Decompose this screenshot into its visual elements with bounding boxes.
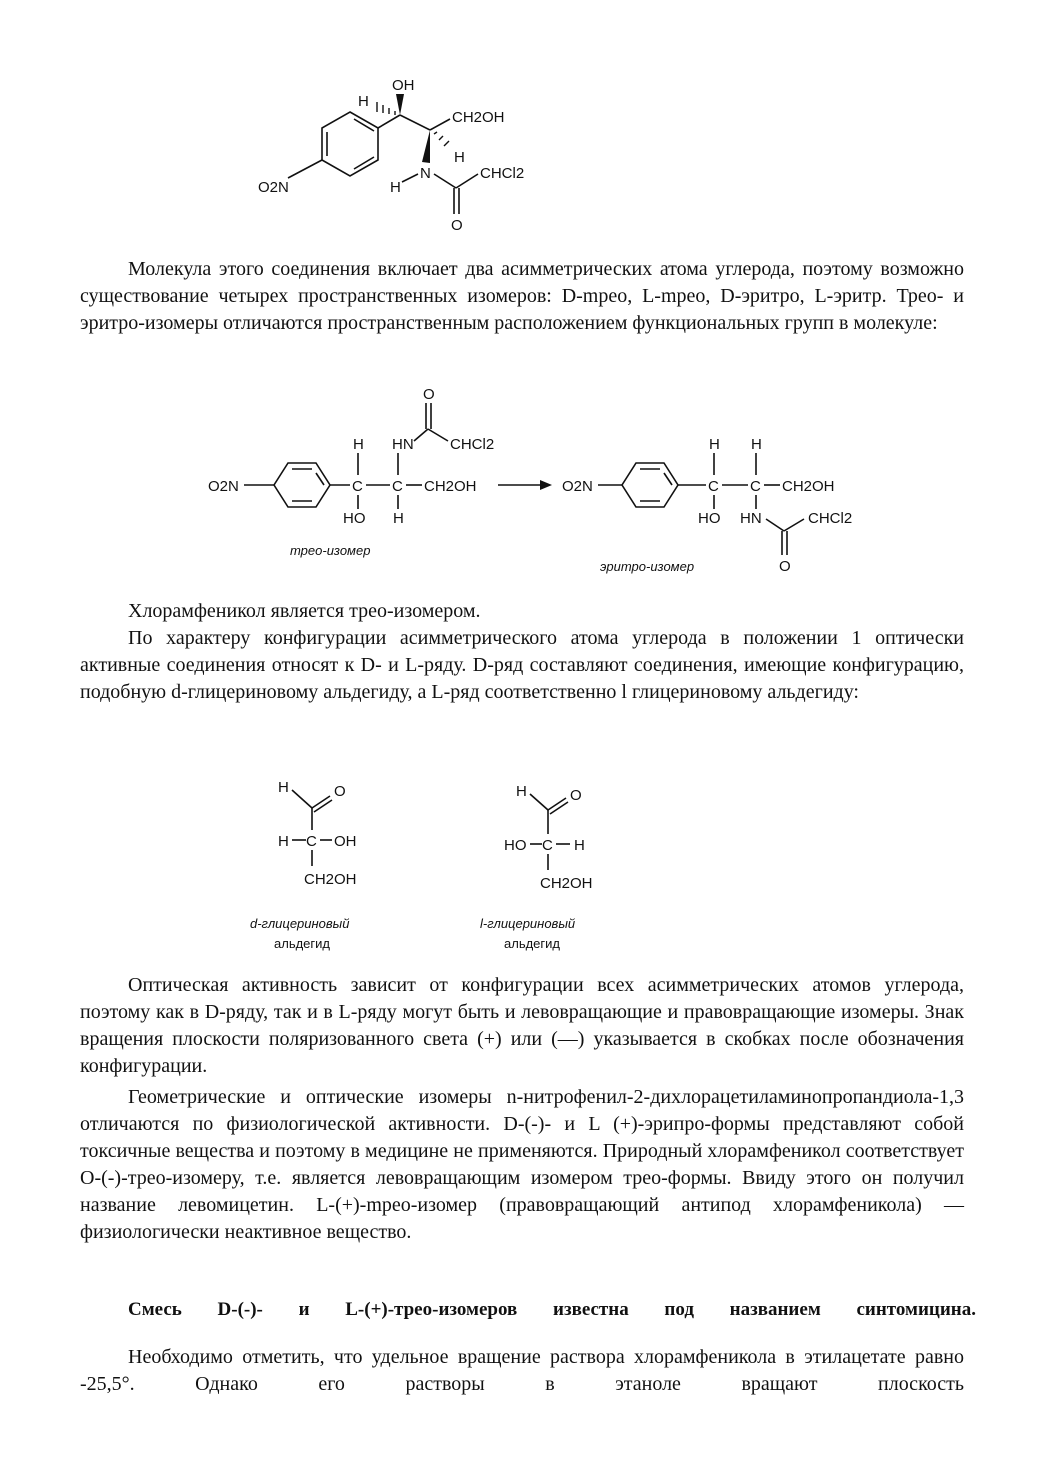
chloramphenicol-label: CHCl2 (480, 165, 525, 182)
paragraph-2: Хлорамфеникол является трео-изомером. (128, 600, 481, 622)
paragraph-5: Геометрические и оптические изомеры n-нитрофенил-2-дихлорацетиламинопропандиола-1,3 отличаются по физиологической активности. D-(-)- и L (+)-эрипро-формы представляют собой токсичные вещества и поэтому в медицине не применяются. Природный хлорамфеникол соответствует О-(-)-трео-изомеру, т.е. является левовращающим изомером трео-формы. Ввиду этого он получил название левомицетин. L-(+)-mpeo-изомер (правовращающий антипод хлорамфеникола) — физиологически неактивное вещество. (80, 1086, 964, 1243)
threo-label: CH2OH (424, 478, 477, 495)
erythro-label: C (708, 478, 719, 495)
d-glyceraldehyde-label: O (334, 783, 346, 800)
paragraph-3: По характеру конфигурации асимметрического атома углерода в положении 1 оптически активные соединения относят к D- и L-ряду. D-ряд составляют соединения, имеющие конфигурацию, подобную d-глицериновому альдегиду, а L-ряд соответственно l глицериновому альдегиду: (80, 627, 964, 703)
chloramphenicol-label: N (420, 165, 431, 182)
d-glyceraldehyde-caption: d-глицериновый (250, 916, 350, 931)
l-glyceraldehyde-caption: l-глицериновый (480, 916, 576, 931)
chloramphenicol-label: CH2OH (452, 109, 505, 126)
erythro-label: H (751, 436, 762, 453)
l-glyceraldehyde-caption: альдегид (504, 936, 560, 951)
threo-label: HO (343, 510, 366, 527)
threo-caption: трео-изомер (290, 543, 371, 558)
chloramphenicol-label: H (358, 93, 369, 110)
d-glyceraldehyde-label: C (306, 833, 317, 850)
erythro-label: O (779, 558, 791, 575)
l-glyceraldehyde-label: HO (504, 837, 527, 854)
chloramphenicol-label: H (390, 179, 401, 196)
threo-erythro-figure (200, 385, 880, 580)
threo-label: C (392, 478, 403, 495)
chloramphenicol-label: H (454, 149, 465, 166)
erythro-label: HN (740, 510, 762, 527)
d-glyceraldehyde-label: CH2OH (304, 871, 357, 888)
erythro-label: C (750, 478, 761, 495)
threo-label: H (353, 436, 364, 453)
threo-label: H (393, 510, 404, 527)
paragraph-6-bold: Смесь D-(-)- и L-(+)-трео-изомеров известна под названием синтомицина. (128, 1299, 976, 1320)
l-glyceraldehyde-label: H (574, 837, 585, 854)
erythro-label: CH2OH (782, 478, 835, 495)
threo-label: O2N (208, 478, 239, 495)
d-glyceraldehyde-caption: альдегид (274, 936, 330, 951)
l-glyceraldehyde-label: O (570, 787, 582, 804)
erythro-label: O2N (562, 478, 593, 495)
erythro-label: HO (698, 510, 721, 527)
d-glyceraldehyde-label: H (278, 833, 289, 850)
threo-label: CHCl2 (450, 436, 495, 453)
erythro-caption: эритро-изомер (600, 559, 695, 574)
chloramphenicol-structure (250, 70, 550, 240)
chloramphenicol-label: O2N (258, 179, 289, 196)
paragraph-7: Необходимо отметить, что удельное вращение раствора хлорамфеникола в этилацетате равно -25,5°. Однако его растворы в этаноле вращают плоскость (80, 1346, 964, 1395)
paragraph-4: Оптическая активность зависит от конфигурации всех асимметрических атомов углерода, поэтому как в D-ряду, так и в L-ряду могут быть и левовращающие и правовращающие изомеры. Знак вращения плоскости поляризованного света (+) или (—) указывается в скобках после обозначения конфигурации. (80, 974, 964, 1077)
threo-label: C (352, 478, 363, 495)
l-glyceraldehyde-label: H (516, 783, 527, 800)
chloramphenicol-label: O (451, 217, 463, 234)
erythro-label: CHCl2 (808, 510, 853, 527)
d-glyceraldehyde-label: H (278, 779, 289, 796)
threo-label: HN (392, 436, 414, 453)
d-glyceraldehyde-label: OH (334, 833, 357, 850)
threo-label: O (423, 386, 435, 403)
chloramphenicol-label: OH (392, 77, 415, 94)
l-glyceraldehyde-label: CH2OH (540, 875, 593, 892)
glyceraldehyde-figure (240, 770, 640, 960)
erythro-label: H (709, 436, 720, 453)
l-glyceraldehyde-label: C (542, 837, 553, 854)
paragraph-1: Молекула этого соединения включает два асимметрических атома углерода, поэтому возможно существование четырех пространственных изомеров: D-mpeo, L-mpeo, D-эритро, L-эритр. Трео- и эритро-изомеры отличаются пространственным расположением функциональных групп в молекуле: (80, 258, 964, 334)
